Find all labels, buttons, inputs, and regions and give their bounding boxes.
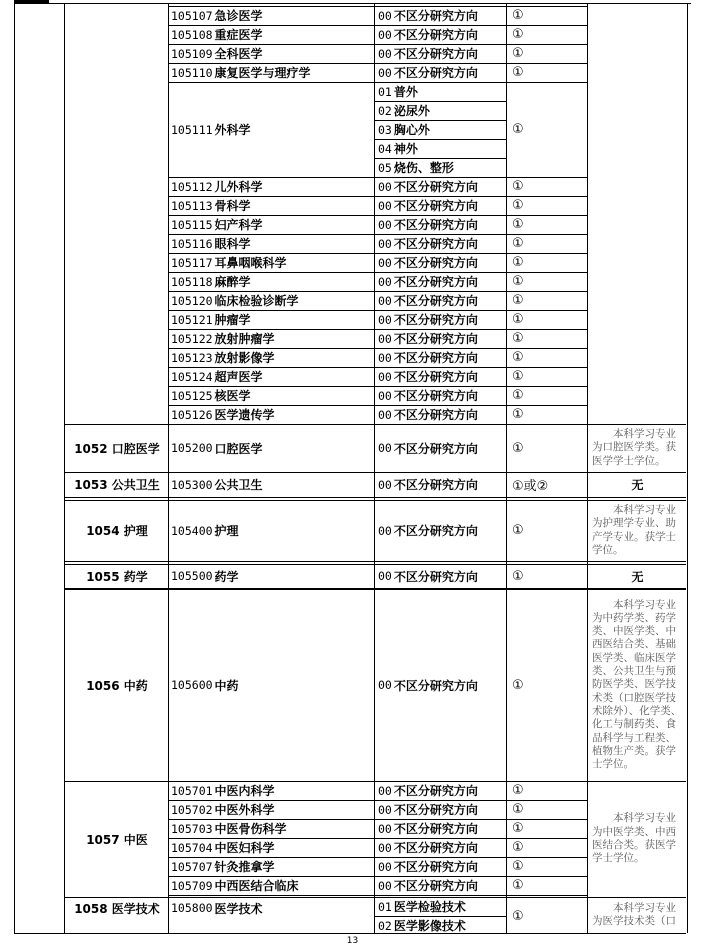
direction-name: 不区分研究方向 <box>393 275 478 289</box>
program-cell <box>170 234 374 253</box>
program-code: 105709 <box>171 878 213 893</box>
exam-cell <box>508 876 586 895</box>
direction-name: 不区分研究方向 <box>393 237 478 251</box>
direction-code: 00 <box>378 274 392 289</box>
direction-cell <box>376 25 506 44</box>
exam-cell <box>508 564 586 588</box>
discipline-cell <box>66 424 168 472</box>
exam-mark: ① <box>512 255 524 270</box>
program-cell <box>170 500 374 561</box>
exam-cell <box>508 838 586 857</box>
direction-code: 00 <box>378 821 392 836</box>
program-code: 105800 <box>171 901 213 915</box>
exam-cell <box>508 44 586 63</box>
program-code: 105400 <box>171 523 213 538</box>
program-cell <box>170 589 374 781</box>
program-code: 105500 <box>171 569 213 583</box>
program-cell <box>170 310 374 329</box>
program-code: 105200 <box>171 441 213 455</box>
direction-code: 00 <box>378 407 392 422</box>
program-code: 105118 <box>171 274 213 289</box>
table-col-rule <box>168 3 169 933</box>
exam-mark: ① <box>512 407 524 422</box>
table-row-rule <box>168 895 587 896</box>
exam-cell <box>508 63 586 82</box>
direction-cell <box>376 897 506 916</box>
program-name: 公共卫生 <box>214 478 263 492</box>
direction-cell <box>376 139 506 158</box>
program-code: 105707 <box>171 859 213 874</box>
program-name: 药学 <box>214 569 239 584</box>
direction-code: 00 <box>378 678 392 692</box>
program-code: 105703 <box>171 821 213 836</box>
direction-name: 不区分研究方向 <box>393 408 478 422</box>
requirement-note <box>589 781 686 897</box>
direction-cell <box>376 367 506 386</box>
program-code: 105300 <box>171 477 213 492</box>
program-name: 中医骨伤科学 <box>214 822 287 836</box>
direction-cell <box>376 876 506 895</box>
direction-name: 不区分研究方向 <box>393 332 478 346</box>
program-code: 105117 <box>171 255 213 270</box>
discipline-cell <box>66 564 168 588</box>
program-name: 重症医学 <box>214 28 263 42</box>
direction-code: 00 <box>378 477 392 492</box>
program-cell <box>170 253 374 272</box>
program-cell <box>170 819 374 838</box>
direction-code: 00 <box>378 8 392 23</box>
direction-code: 02 <box>378 918 392 933</box>
program-cell <box>170 857 374 876</box>
direction-cell <box>376 424 506 472</box>
direction-name: 烧伤、整形 <box>393 161 454 175</box>
direction-code: 00 <box>378 523 392 538</box>
direction-code: 00 <box>378 388 392 403</box>
exam-mark: ① <box>512 523 524 538</box>
program-name: 医学技术 <box>214 901 263 916</box>
exam-mark: ① <box>512 8 524 23</box>
discipline-name: 1053 公共卫生 <box>74 478 160 492</box>
exam-cell <box>508 589 586 781</box>
discipline-name: 1052 口腔医学 <box>74 441 160 456</box>
direction-cell <box>376 348 506 367</box>
direction-name: 胸心外 <box>393 123 430 137</box>
requirement-note <box>589 500 686 561</box>
direction-cell <box>376 800 506 819</box>
direction-cell <box>376 6 506 25</box>
discipline-name: 1058 医学技术 <box>74 901 160 916</box>
program-name: 针灸推拿学 <box>214 860 275 874</box>
program-cell <box>170 800 374 819</box>
direction-name: 不区分研究方向 <box>393 803 478 817</box>
program-cell <box>170 6 374 25</box>
requirement-text: 本科学习专业为医学技术类（口 <box>592 901 676 927</box>
exam-mark: ① <box>512 27 524 42</box>
discipline-cell <box>66 781 168 897</box>
exam-mark: ① <box>512 122 524 137</box>
direction-name: 不区分研究方向 <box>393 256 478 270</box>
discipline-cell <box>66 500 168 561</box>
exam-cell <box>508 25 586 44</box>
direction-code: 01 <box>378 899 392 914</box>
discipline-cell <box>66 897 168 919</box>
exam-cell <box>508 196 586 215</box>
exam-cell <box>508 253 586 272</box>
direction-name: 不区分研究方向 <box>393 180 478 194</box>
program-code: 105116 <box>171 236 213 251</box>
direction-code: 00 <box>378 198 392 213</box>
program-cell <box>170 291 374 310</box>
program-name: 急诊医学 <box>214 9 263 23</box>
exam-cell <box>508 897 586 935</box>
program-code: 105120 <box>171 293 213 308</box>
direction-code: 00 <box>378 569 392 583</box>
direction-cell <box>376 196 506 215</box>
direction-name: 不区分研究方向 <box>393 294 478 308</box>
direction-name: 泌尿外 <box>393 104 430 118</box>
direction-name: 不区分研究方向 <box>393 389 478 403</box>
program-code: 105126 <box>171 407 213 422</box>
program-cell <box>170 177 374 196</box>
direction-name: 不区分研究方向 <box>393 524 478 538</box>
direction-code: 00 <box>378 255 392 270</box>
program-cell <box>170 196 374 215</box>
direction-cell <box>376 291 506 310</box>
requirement-text: 无 <box>631 478 644 492</box>
exam-cell <box>508 367 586 386</box>
direction-code: 04 <box>378 141 392 156</box>
exam-mark: ① <box>512 236 524 251</box>
program-name: 妇产科学 <box>214 218 263 232</box>
direction-code: 00 <box>378 369 392 384</box>
requirement-text: 本科学习专业为口腔医学类。获医学学士学位。 <box>592 428 676 467</box>
program-code: 105107 <box>171 8 213 23</box>
program-name: 中医外科学 <box>214 803 275 817</box>
program-code: 105111 <box>171 122 213 137</box>
program-cell <box>170 348 374 367</box>
exam-mark: ①或② <box>512 479 549 494</box>
program-name: 眼科学 <box>214 237 251 251</box>
direction-name: 不区分研究方向 <box>393 28 478 42</box>
program-name: 医学遗传学 <box>214 408 275 422</box>
direction-code: 05 <box>378 160 392 175</box>
table-row-rule <box>64 497 686 498</box>
direction-cell <box>376 819 506 838</box>
exam-mark: ① <box>512 179 524 194</box>
table-col-rule <box>64 3 65 933</box>
exam-cell <box>508 215 586 234</box>
discipline-cell <box>66 472 168 497</box>
discipline-cell <box>66 589 168 781</box>
direction-name: 不区分研究方向 <box>393 784 478 798</box>
exam-cell <box>508 500 586 561</box>
program-code: 105108 <box>171 27 213 42</box>
exam-mark: ① <box>512 783 524 798</box>
direction-cell <box>376 857 506 876</box>
exam-cell <box>508 405 586 424</box>
program-code: 105109 <box>171 46 213 61</box>
direction-cell <box>376 177 506 196</box>
program-code: 105125 <box>171 388 213 403</box>
direction-name: 不区分研究方向 <box>393 66 478 80</box>
program-name: 放射影像学 <box>214 351 275 365</box>
program-cell <box>170 405 374 424</box>
program-code: 105702 <box>171 802 213 817</box>
direction-code: 03 <box>378 122 392 137</box>
table-row-rule <box>64 561 686 562</box>
direction-code: 00 <box>378 878 392 893</box>
exam-mark: ① <box>512 217 524 232</box>
direction-cell <box>376 386 506 405</box>
program-code: 105115 <box>171 217 213 232</box>
direction-name: 不区分研究方向 <box>393 313 478 327</box>
program-name: 肿瘤学 <box>214 313 251 327</box>
exam-cell <box>508 857 586 876</box>
program-name: 耳鼻咽喉科学 <box>214 256 287 270</box>
direction-name: 不区分研究方向 <box>393 478 478 492</box>
exam-cell <box>508 800 586 819</box>
table-col-rule <box>587 3 588 933</box>
requirement-text: 本科学习专业为护理学专业、助产学专业。获学士学位。 <box>592 503 676 556</box>
program-code: 105123 <box>171 350 213 365</box>
program-cell <box>170 897 374 919</box>
direction-code: 00 <box>378 840 392 855</box>
program-name: 临床检验诊断学 <box>214 294 299 308</box>
program-name: 中医内科学 <box>214 784 275 798</box>
direction-cell <box>376 405 506 424</box>
direction-code: 00 <box>378 350 392 365</box>
direction-cell <box>376 63 506 82</box>
exam-cell <box>508 472 586 497</box>
direction-cell <box>376 310 506 329</box>
direction-name: 不区分研究方向 <box>393 860 478 874</box>
direction-code: 02 <box>378 103 392 118</box>
program-cell <box>170 838 374 857</box>
direction-name: 不区分研究方向 <box>393 841 478 855</box>
direction-cell <box>376 272 506 291</box>
exam-cell <box>508 781 586 800</box>
discipline-name: 1054 护理 <box>86 524 148 538</box>
direction-code: 00 <box>378 783 392 798</box>
direction-code: 00 <box>378 859 392 874</box>
exam-cell <box>508 272 586 291</box>
program-name: 康复医学与理疗学 <box>214 66 311 80</box>
exam-mark: ① <box>512 840 524 855</box>
direction-code: 00 <box>378 46 392 61</box>
exam-cell <box>508 386 586 405</box>
exam-mark: ① <box>512 802 524 817</box>
exam-cell <box>508 177 586 196</box>
exam-mark: ① <box>512 388 524 403</box>
program-cell <box>170 472 374 497</box>
exam-cell <box>508 348 586 367</box>
direction-name: 不区分研究方向 <box>393 678 478 693</box>
program-code: 105110 <box>171 65 213 80</box>
program-cell <box>170 25 374 44</box>
direction-cell <box>376 329 506 348</box>
exam-mark: ① <box>512 331 524 346</box>
direction-code: 00 <box>378 293 392 308</box>
program-cell <box>170 63 374 82</box>
table-col-rule <box>374 3 375 933</box>
program-code: 105704 <box>171 840 213 855</box>
program-cell <box>170 781 374 800</box>
direction-name: 普外 <box>393 85 418 99</box>
exam-cell <box>508 82 586 177</box>
program-name: 骨科学 <box>214 199 251 213</box>
requirement-text: 本科学习专业为中药学类、药学类、中医学类、中西医结合类、基础医学类、临床医学类、公共卫生与预防医学类、医学技术类（口腔医学技术除外）、化学类、化工与制药类、食品科学与工程类、植物生产类。获学士学位。 <box>592 598 682 771</box>
program-code: 105113 <box>171 198 213 213</box>
direction-name: 不区分研究方向 <box>393 441 478 456</box>
requirement-note <box>589 424 686 472</box>
exam-mark: ① <box>512 350 524 365</box>
direction-code: 00 <box>378 65 392 80</box>
program-name: 麻醉学 <box>214 275 251 289</box>
direction-name: 不区分研究方向 <box>393 879 478 893</box>
program-name: 全科医学 <box>214 47 263 61</box>
program-code: 105701 <box>171 783 213 798</box>
discipline-name: 1055 药学 <box>86 569 148 584</box>
direction-name: 医学检验技术 <box>393 900 466 914</box>
exam-cell <box>508 291 586 310</box>
direction-name: 不区分研究方向 <box>393 47 478 61</box>
direction-name: 不区分研究方向 <box>393 370 478 384</box>
direction-cell <box>376 234 506 253</box>
direction-cell <box>376 82 506 101</box>
program-name: 护理 <box>214 524 239 538</box>
direction-name: 不区分研究方向 <box>393 351 478 365</box>
direction-cell <box>376 916 506 935</box>
requirement-text: 本科学习专业为中医学类、中西医结合类。获医学学士学位。 <box>592 812 676 865</box>
direction-cell <box>376 781 506 800</box>
exam-mark: ① <box>512 440 524 456</box>
program-name: 中西医结合临床 <box>214 879 299 893</box>
direction-name: 不区分研究方向 <box>393 9 478 23</box>
direction-cell <box>376 838 506 857</box>
program-cell <box>170 272 374 291</box>
direction-cell <box>376 500 506 561</box>
discipline-name: 1057 中医 <box>86 832 148 847</box>
program-cell <box>170 329 374 348</box>
direction-name: 医学影像技术 <box>393 919 466 933</box>
exam-mark: ① <box>512 312 524 327</box>
page-number: 13 <box>346 936 359 946</box>
program-code: 105600 <box>171 678 213 692</box>
direction-cell <box>376 158 506 177</box>
direction-cell <box>376 564 506 588</box>
direction-name: 神外 <box>393 142 418 156</box>
program-name: 中医妇科学 <box>214 841 275 855</box>
program-name: 超声医学 <box>214 370 263 384</box>
direction-code: 00 <box>378 179 392 194</box>
discipline-name: 1056 中药 <box>86 678 148 693</box>
exam-cell <box>508 6 586 25</box>
requirement-note <box>589 589 686 781</box>
exam-cell <box>508 424 586 472</box>
requirement-text: 无 <box>631 569 644 584</box>
program-cell <box>170 44 374 63</box>
direction-code: 00 <box>378 441 392 455</box>
exam-mark: ① <box>512 46 524 61</box>
direction-code: 00 <box>378 236 392 251</box>
exam-mark: ① <box>512 274 524 289</box>
exam-mark: ① <box>512 859 524 874</box>
table-col-rule <box>506 3 507 933</box>
exam-cell <box>508 234 586 253</box>
direction-code: 00 <box>378 217 392 232</box>
program-name: 口腔医学 <box>214 441 263 456</box>
exam-mark: ① <box>512 65 524 80</box>
exam-mark: ① <box>512 198 524 213</box>
program-cell <box>170 82 374 177</box>
exam-mark: ① <box>512 293 524 308</box>
direction-cell <box>376 101 506 120</box>
direction-name: 不区分研究方向 <box>393 218 478 232</box>
direction-cell <box>376 120 506 139</box>
requirement-note <box>589 897 686 933</box>
program-name: 外科学 <box>214 123 251 137</box>
program-name: 核医学 <box>214 389 251 403</box>
program-name: 放射肿瘤学 <box>214 332 275 346</box>
exam-cell <box>508 329 586 348</box>
direction-name: 不区分研究方向 <box>393 199 478 213</box>
exam-cell <box>508 819 586 838</box>
program-code: 105124 <box>171 369 213 384</box>
direction-cell <box>376 44 506 63</box>
program-cell <box>170 876 374 895</box>
direction-code: 00 <box>378 27 392 42</box>
program-cell <box>170 367 374 386</box>
program-code: 105122 <box>171 331 213 346</box>
exam-mark: ① <box>512 821 524 836</box>
direction-name: 不区分研究方向 <box>393 822 478 836</box>
exam-mark: ① <box>512 908 524 924</box>
direction-cell <box>376 215 506 234</box>
direction-name: 不区分研究方向 <box>393 569 478 584</box>
exam-cell <box>508 310 586 329</box>
exam-mark: ① <box>512 677 524 693</box>
program-code: 105121 <box>171 312 213 327</box>
program-cell <box>170 215 374 234</box>
program-cell <box>170 424 374 472</box>
direction-code: 00 <box>378 331 392 346</box>
exam-mark: ① <box>512 369 524 384</box>
direction-cell <box>376 253 506 272</box>
direction-code: 01 <box>378 84 392 99</box>
program-name: 中药 <box>214 678 239 693</box>
direction-cell <box>376 472 506 497</box>
direction-code: 00 <box>378 312 392 327</box>
exam-mark: ① <box>512 878 524 893</box>
direction-code: 00 <box>378 802 392 817</box>
program-name: 儿外科学 <box>214 180 263 194</box>
requirement-none <box>589 564 686 588</box>
exam-mark: ① <box>512 568 524 584</box>
program-cell <box>170 386 374 405</box>
program-code: 105112 <box>171 179 213 194</box>
direction-cell <box>376 589 506 781</box>
requirement-none <box>589 472 686 497</box>
program-cell <box>170 564 374 588</box>
